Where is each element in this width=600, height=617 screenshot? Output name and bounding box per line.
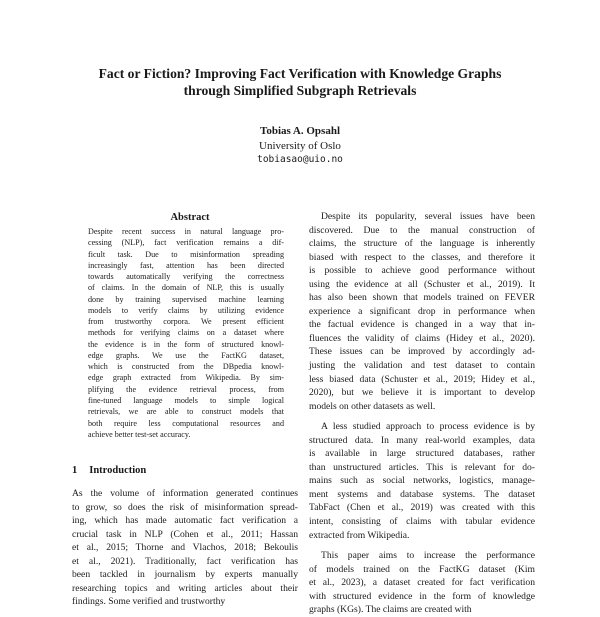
section-number: 1	[72, 465, 78, 476]
text-line: increasingly fast, attention has been directed	[88, 260, 284, 270]
text-line: fine-tuned language models to simple logical	[88, 395, 284, 405]
paragraph-gap	[309, 542, 535, 549]
text-line: using the evidence at all (Schuster et al., 2019). It	[309, 278, 535, 290]
text-line: is possible to achieve good performance without	[309, 265, 535, 277]
author-name: Tobias A. Opsahl	[260, 125, 340, 137]
paragraph-gap	[309, 413, 535, 420]
text-line: is available in large structured databases, rather	[309, 448, 535, 460]
text-line: cessing (NLP), fact verification remains a dif-	[88, 238, 284, 248]
abstract-heading: Abstract	[170, 212, 210, 223]
text-line: et al., 2015; Thorne and Vlachos, 2018; Bekoulis	[72, 542, 298, 554]
text-line: has also been shown that models trained on FEVER	[309, 292, 535, 304]
paper-title	[60, 66, 540, 99]
text-line: towards automatically verifying the correctness	[88, 272, 284, 282]
text-line: claims, the structure of the language is inherently	[309, 238, 535, 250]
text-line: with structured evidence in the form of knowledge	[309, 590, 535, 602]
text-line: mains such as social networks, logistics, manage-	[309, 475, 535, 487]
text-line: Despite its popularity, several issues have been	[321, 211, 535, 222]
text-line: edge graphs. We use the FactKG dataset,	[88, 350, 284, 360]
text-line: of models trained on the FactKG dataset (Kim	[309, 563, 535, 575]
text-line: findings. Some verified and trustworthy	[72, 596, 226, 608]
text-line: achieve better test-set accuracy.	[88, 429, 191, 439]
text-line: both require less computational resources and	[88, 418, 284, 428]
text-line: done by training supervised machine learning	[88, 294, 284, 304]
text-line: which is constructed from the DBpedia knowl-	[88, 362, 284, 372]
paragraph	[309, 210, 535, 413]
author-email[interactable]: tobiasao@uio.no	[257, 154, 343, 165]
text-line: extracted from Wikipedia.	[309, 529, 410, 541]
right-column-body	[309, 210, 535, 617]
text-line: 2020), but we believe it is important to develop	[309, 387, 535, 399]
text-line: experience a significant drop in performance when	[309, 305, 535, 317]
text-line: discovered. Due to the manual construction of	[309, 224, 535, 236]
paragraph	[309, 420, 535, 542]
text-line: of claims. In the domain of NLP, this is usually	[88, 283, 284, 293]
introduction-body	[72, 487, 298, 609]
text-line: structured data. In many real-world examples, data	[309, 434, 535, 446]
title-line: Fact or Fiction? Improving Fact Verification with Knowledge Graphs	[98, 66, 502, 81]
text-line: These issues can be improved by accordingly ad-	[309, 346, 535, 358]
text-line: the factual evidence is changed in a way that in-	[309, 319, 535, 331]
text-line: methods for verifying claims on a dataset where	[88, 328, 284, 338]
text-line: fluences the validity of claims (Hidey et al., 2020).	[309, 332, 535, 344]
text-line: been tackled in journalism by experts manually	[72, 569, 298, 581]
text-line: than unstructured articles. This is relevant for do-	[309, 461, 535, 473]
text-line: et al., 2023), a dataset created for fact verification	[309, 577, 535, 589]
text-line: retrievals, we are able to construct models that	[88, 407, 284, 417]
title-line: through Simplified Subgraph Retrievals	[183, 82, 417, 98]
text-line: from trustworthy corpora. We present efficient	[88, 317, 284, 327]
text-line: plifying the evidence retrieval process, from	[88, 384, 284, 394]
text-line: Despite recent success in natural language pro-	[88, 227, 284, 236]
author-affiliation: University of Oslo	[259, 139, 341, 152]
text-line: A less studied approach to process evidence is by	[321, 421, 535, 433]
section-heading	[72, 465, 146, 476]
text-line: researching topics and writing articles about their	[72, 582, 298, 594]
author-block	[150, 124, 450, 168]
text-line: ment systems and database systems. The dataset	[309, 488, 535, 500]
text-line: justing the validation and test dataset to contain	[309, 360, 535, 372]
text-line: the evidence is in the form of structured knowl-	[88, 339, 284, 349]
text-line: intent, consisting of claims with tabular evidence	[309, 516, 535, 528]
text-line: As the volume of information generated continues	[72, 488, 298, 499]
text-line: models to verify claims by utilizing evidence	[88, 305, 284, 315]
text-line: graphs (KGs). The claims are created with	[309, 604, 472, 616]
text-line: biased with respect to the classes, and therefore it	[309, 251, 535, 263]
text-line: This paper aims to increase the performance	[321, 550, 535, 562]
abstract-body	[88, 226, 284, 440]
text-line: models on other datasets as well.	[309, 400, 436, 412]
text-line: TabFact (Chen et al., 2019) was created with this	[309, 502, 535, 514]
paragraph	[309, 549, 535, 617]
text-line: less biased data (Schuster et al., 2019; Hidey et al.,	[309, 373, 535, 385]
text-line: ing, which has made automatic fact verification a	[72, 515, 298, 527]
section-title: Introduction	[89, 465, 147, 476]
text-line: crucial task in NLP (Cohen et al., 2011; Hassan	[72, 528, 298, 540]
text-line: to grow, so does the risk of misinformation spread-	[72, 501, 298, 513]
text-line: ficult task. Due to misinformation spreading	[88, 249, 284, 259]
text-line: edge graph extracted from Wikipedia. By sim-	[88, 373, 284, 383]
text-line: et al., 2021). Traditionally, fact verification has	[72, 555, 298, 567]
